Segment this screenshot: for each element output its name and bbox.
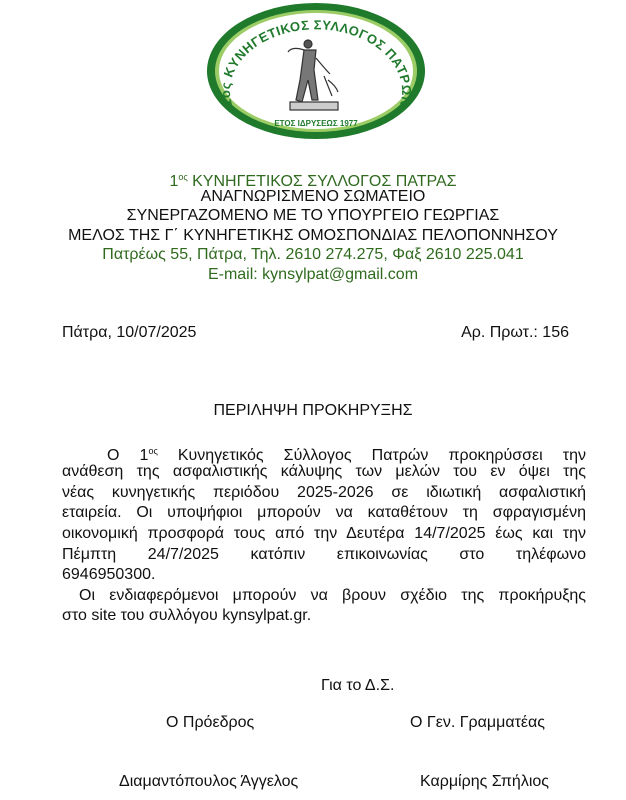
body-text: Κυνηγετικός Σύλλογος Πατρών προκηρύσσει την xyxy=(157,447,586,464)
letterhead-federation: ΜΕΛΟΣ ΤΗΣ Γ΄ ΚΥΝΗΓΕΤΙΚΗΣ ΟΜΟΣΠΟΝΔΙΑΣ ΠΕΛΟΠΟΝΝΗΣΟΥ xyxy=(68,227,558,244)
place-date: Πάτρα, 10/07/2025 xyxy=(62,324,197,341)
club-name-ordinal: ος xyxy=(178,172,188,182)
secretary-name: Καρμίρης Σπήλιος xyxy=(420,773,549,790)
body-line: Πέμπτη 24/7/2025 κατόπιν επικοινωνίας στο τηλέφωνο xyxy=(62,546,586,563)
protocol-number: Αρ. Πρωτ.: 156 xyxy=(461,324,569,341)
for-board-label: Για το Δ.Σ. xyxy=(321,677,395,694)
letterhead-ministry: ΣΥΝΕΡΓΑΖΟΜΕΝΟ ΜΕ ΤΟ ΥΠΟΥΡΓΕΙΟ ΓΕΩΡΓΙΑΣ xyxy=(126,207,500,224)
letterhead-address: Πατρέως 55, Πάτρα, Τηλ. 2610 274.275, Φαξ 2610 225.041 xyxy=(102,246,524,263)
club-logo xyxy=(204,0,428,142)
body-line: οικονομική προσφορά τους από την Δευτέρα 14/7/2025 έως και την xyxy=(62,525,586,542)
club-name-text: ΚΥΝΗΓΕΤΙΚΟΣ ΣΥΛΛΟΓΟΣ ΠΑΤΡΑΣ xyxy=(187,173,457,190)
logo-ring-text: 1ος ΚΥΝΗΓΕΤΙΚΟΣ ΣΥΛΛΟΓΟΣ ΠΑΤΡΩΝ xyxy=(217,17,415,109)
logo-founding-year: ΕΤΟΣ ΙΔΡΥΣΕΩΣ 1977 xyxy=(274,119,358,128)
body-line: ανάθεση της ασφαλιστικής κάλυψης των μελών του εν όψει της xyxy=(62,463,586,480)
president-name: Διαμαντόπουλος Άγγελος xyxy=(119,773,299,790)
letterhead-email: E-mail: kynsylpat@gmail.com xyxy=(207,266,419,283)
body-line: 6946950300. xyxy=(62,566,156,583)
document-title: ΠΕΡΙΛΗΨΗ ΠΡΟΚΗΡΥΞΗΣ xyxy=(213,402,413,419)
body-ordinal: ος xyxy=(148,446,158,456)
letterhead-recognized: ΑΝΑΓΝΩΡΙΣΜΕΝΟ ΣΩΜΑΤΕΙΟ xyxy=(200,188,426,205)
president-title: Ο Πρόεδρος xyxy=(166,714,255,731)
body-line: νέας κυνηγετικής περιόδου 2025-2026 σε ιδιωτική ασφαλιστική xyxy=(62,484,586,501)
club-name-number: 1 xyxy=(169,173,179,190)
body-lead: Ο 1 xyxy=(107,447,149,464)
body-line: Οι ενδιαφερόμενοι μπορούν να βρουν σχέδιο της προκήρυξης xyxy=(79,587,586,604)
secretary-title: Ο Γεν. Γραμματέας xyxy=(410,714,545,731)
body-line: στο site του συλλόγου kynsylpat.gr. xyxy=(62,607,312,624)
body-line: εταιρεία. Οι υποψήφιοι μπορούν να καταθέτουν τη σφραγισμένη xyxy=(62,504,586,521)
